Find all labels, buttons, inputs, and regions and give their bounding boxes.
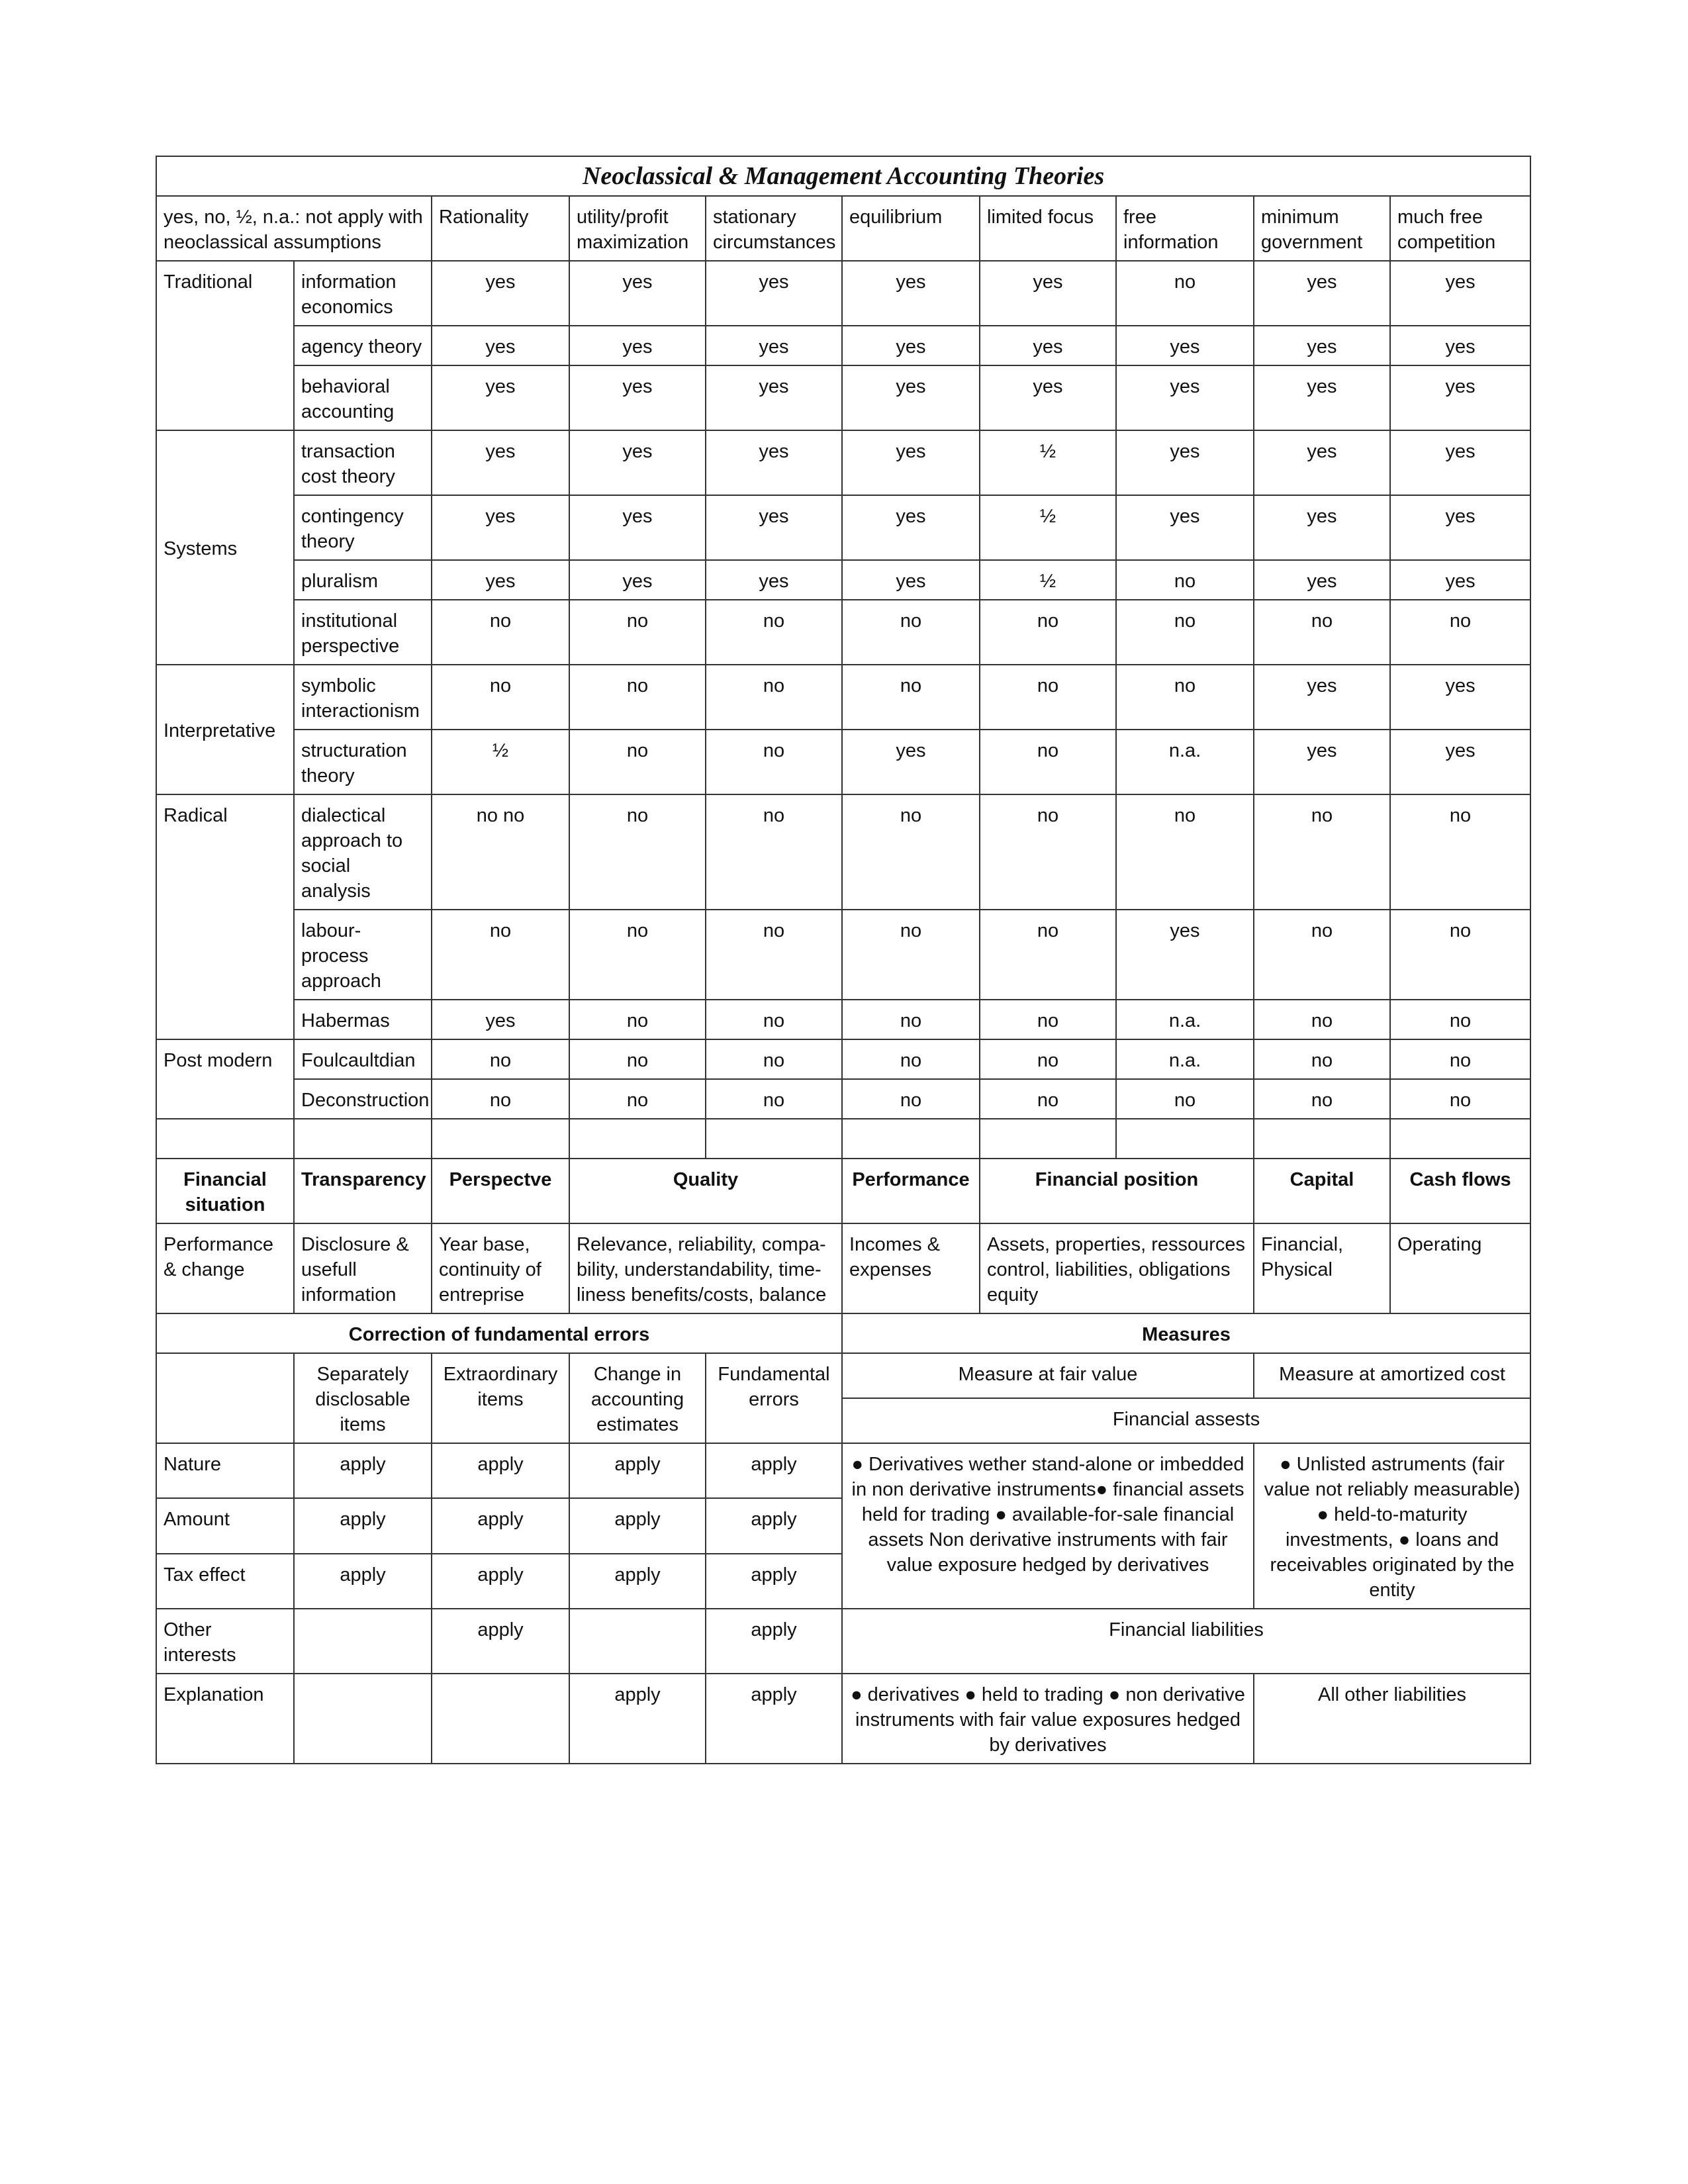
correction-value xyxy=(294,1674,432,1764)
theory-value: yes xyxy=(1254,730,1390,794)
amortized-cost-header: Measure at amortized cost xyxy=(1254,1353,1530,1398)
theory-value: yes xyxy=(569,560,706,600)
fair-value-liabilities: ● derivatives ● held to trading ● non derivative instruments with fair value exposures hedged by derivatives xyxy=(842,1674,1254,1764)
theory-value: yes xyxy=(842,730,980,794)
theory-value: yes xyxy=(432,326,569,365)
fair-value-header: Measure at fair value xyxy=(842,1353,1254,1398)
theory-value: n.a. xyxy=(1116,1039,1254,1079)
correction-column: Change in accounting estimates xyxy=(569,1353,706,1443)
correction-value: apply xyxy=(569,1674,706,1764)
correction-value: apply xyxy=(706,1609,842,1674)
theory-row xyxy=(156,326,1530,365)
theory-value: yes xyxy=(1116,495,1254,560)
theory-value: yes xyxy=(432,365,569,430)
correction-value: apply xyxy=(432,1554,569,1609)
theory-value: no xyxy=(1254,1039,1390,1079)
theory-value: no xyxy=(706,1000,842,1039)
theory-value: yes xyxy=(1390,495,1530,560)
financial-assets-header: Financial assests xyxy=(842,1398,1530,1443)
section-title-row xyxy=(156,1313,1530,1353)
theory-value: yes xyxy=(980,261,1116,326)
theory-row xyxy=(156,560,1530,600)
theory-value: no xyxy=(980,730,1116,794)
theory-value: yes xyxy=(706,326,842,365)
theory-value: yes xyxy=(432,495,569,560)
financial-header: Performance xyxy=(842,1159,980,1223)
theory-row xyxy=(156,1079,1530,1119)
theory-value: no xyxy=(1254,910,1390,1000)
theory-name: structuration theory xyxy=(294,730,432,794)
theory-value: yes xyxy=(842,365,980,430)
correction-label: Explanation xyxy=(156,1674,294,1764)
theory-row xyxy=(156,495,1530,560)
theory-value: yes xyxy=(706,495,842,560)
theory-value: no xyxy=(1390,1039,1530,1079)
financial-value-row xyxy=(156,1223,1530,1313)
fair-value-assets: ● Derivatives wether stand-alone or imbedded in non derivative instruments● financial assets held for trading ● available-for-sale financial assets Non derivative instruments with fair value exposure hedged by derivatives xyxy=(842,1443,1254,1609)
theory-value: no xyxy=(706,665,842,730)
theory-value: yes xyxy=(1390,730,1530,794)
theory-value: yes xyxy=(569,326,706,365)
theory-row xyxy=(156,1039,1530,1079)
theory-value: ½ xyxy=(980,430,1116,495)
corrections-columns-row xyxy=(156,1353,1530,1398)
empty-cell xyxy=(1116,1119,1254,1159)
correction-value: apply xyxy=(294,1443,432,1498)
theory-name: Foulcaultdian xyxy=(294,1039,432,1079)
theory-value: n.a. xyxy=(1116,1000,1254,1039)
empty-cell xyxy=(432,1119,569,1159)
theory-value: no xyxy=(1390,794,1530,910)
theory-value: no xyxy=(1390,600,1530,665)
theory-row xyxy=(156,365,1530,430)
theory-name: pluralism xyxy=(294,560,432,600)
theory-value: no xyxy=(706,1039,842,1079)
financial-value: Year base, continuity of entreprise xyxy=(432,1223,569,1313)
theory-value: no xyxy=(569,794,706,910)
theory-value: yes xyxy=(980,365,1116,430)
amortized-assets: ● Unlisted astruments (fair value not reliably measurable) ● held-to-maturity investments, ● loans and receivables originated by the entity xyxy=(1254,1443,1530,1609)
theory-value: yes xyxy=(569,261,706,326)
correction-value xyxy=(432,1674,569,1764)
group-name: Post modern xyxy=(156,1039,294,1119)
theory-value: yes xyxy=(569,365,706,430)
theory-value: no xyxy=(1254,794,1390,910)
theory-value: no xyxy=(432,665,569,730)
theory-name: transaction cost theory xyxy=(294,430,432,495)
table-title: Neoclassical & Management Accounting Theories xyxy=(156,156,1530,196)
theory-value: no xyxy=(980,665,1116,730)
theory-value: yes xyxy=(706,430,842,495)
empty-cell xyxy=(569,1119,706,1159)
correction-column: Extraordinary items xyxy=(432,1353,569,1443)
theory-value: no xyxy=(1116,1079,1254,1119)
theory-value: no xyxy=(842,665,980,730)
correction-label: Other interests xyxy=(156,1609,294,1674)
theory-value: no xyxy=(432,600,569,665)
theory-value: no xyxy=(569,1000,706,1039)
correction-value: apply xyxy=(294,1554,432,1609)
theory-value: no xyxy=(569,730,706,794)
theory-value: yes xyxy=(842,261,980,326)
theory-value: yes xyxy=(842,430,980,495)
correction-label: Amount xyxy=(156,1498,294,1553)
theory-row xyxy=(156,910,1530,1000)
correction-value: apply xyxy=(706,1443,842,1498)
theory-value: yes xyxy=(1254,560,1390,600)
theory-value: no xyxy=(1254,600,1390,665)
theory-value: yes xyxy=(569,430,706,495)
financial-header: Transparency xyxy=(294,1159,432,1223)
amortized-liabilities: All other liabilities xyxy=(1254,1674,1530,1764)
theory-name: dialectical approach to social analysis xyxy=(294,794,432,910)
theory-value: yes xyxy=(1254,430,1390,495)
financial-value: Disclosure & usefull information xyxy=(294,1223,432,1313)
correction-label: Nature xyxy=(156,1443,294,1498)
correction-value xyxy=(294,1609,432,1674)
theory-value: yes xyxy=(1390,430,1530,495)
theory-value: yes xyxy=(1254,365,1390,430)
correction-value: apply xyxy=(706,1554,842,1609)
theory-row xyxy=(156,1000,1530,1039)
financial-value: Assets, properties, ressources control, liabilities, obligations equity xyxy=(980,1223,1254,1313)
financial-value: Performance & change xyxy=(156,1223,294,1313)
theory-value: yes xyxy=(706,365,842,430)
theory-value: no xyxy=(980,1079,1116,1119)
correction-value: apply xyxy=(432,1443,569,1498)
theory-name: agency theory xyxy=(294,326,432,365)
theory-value: no xyxy=(706,910,842,1000)
theory-value: no xyxy=(980,1039,1116,1079)
theory-row xyxy=(156,430,1530,495)
theory-value: yes xyxy=(1116,910,1254,1000)
theory-row xyxy=(156,665,1530,730)
theory-value: yes xyxy=(1116,365,1254,430)
theory-value: yes xyxy=(1254,495,1390,560)
theory-value: no xyxy=(842,1039,980,1079)
theory-value: yes xyxy=(1116,326,1254,365)
theory-name: labour-process approach xyxy=(294,910,432,1000)
theory-value: ½ xyxy=(432,730,569,794)
theory-name: institutional perspective xyxy=(294,600,432,665)
theory-value: no xyxy=(1254,1079,1390,1119)
theory-name: Deconstruction xyxy=(294,1079,432,1119)
assumption-header: free information xyxy=(1116,196,1254,261)
correction-value: apply xyxy=(432,1609,569,1674)
theory-value: yes xyxy=(842,560,980,600)
correction-column: Fundamental errors xyxy=(706,1353,842,1443)
legend-cell: yes, no, ½, n.a.: not apply with neoclassical assumptions xyxy=(156,196,432,261)
financial-header: Financial position xyxy=(980,1159,1254,1223)
group-name: Radical xyxy=(156,794,294,1039)
theory-value: yes xyxy=(432,430,569,495)
assumption-header: much free competition xyxy=(1390,196,1530,261)
empty-cell xyxy=(156,1353,294,1443)
theory-value: no xyxy=(980,1000,1116,1039)
theory-row xyxy=(156,261,1530,326)
theory-value: yes xyxy=(706,560,842,600)
assumption-header: equilibrium xyxy=(842,196,980,261)
theory-row xyxy=(156,730,1530,794)
theory-value: yes xyxy=(432,261,569,326)
theory-value: n.a. xyxy=(1116,730,1254,794)
theory-value: no xyxy=(842,794,980,910)
financial-value: Financial, Physical xyxy=(1254,1223,1390,1313)
correction-value: apply xyxy=(569,1554,706,1609)
correction-label: Tax effect xyxy=(156,1554,294,1609)
theory-value: no no xyxy=(432,794,569,910)
financial-value: Incomes & expenses xyxy=(842,1223,980,1313)
theory-value: yes xyxy=(1254,326,1390,365)
correction-row xyxy=(156,1609,1530,1674)
theory-name: information economics xyxy=(294,261,432,326)
theory-value: yes xyxy=(1390,261,1530,326)
correction-value: apply xyxy=(569,1443,706,1498)
separator-row xyxy=(156,1119,1530,1159)
theory-name: contingency theory xyxy=(294,495,432,560)
corrections-title: Correction of fundamental errors xyxy=(156,1313,842,1353)
accounting-theories-table xyxy=(156,156,1531,1764)
empty-cell xyxy=(1254,1119,1390,1159)
correction-row xyxy=(156,1443,1530,1498)
theory-value: no xyxy=(569,600,706,665)
theory-value: no xyxy=(432,1039,569,1079)
assumption-header: stationary circumstances xyxy=(706,196,842,261)
theory-value: no xyxy=(1390,1000,1530,1039)
financial-header: Perspectve xyxy=(432,1159,569,1223)
theory-value: no xyxy=(1254,1000,1390,1039)
theory-value: yes xyxy=(842,326,980,365)
correction-column: Separately disclosable items xyxy=(294,1353,432,1443)
theory-row xyxy=(156,600,1530,665)
theory-value: yes xyxy=(1254,261,1390,326)
theory-value: no xyxy=(842,1079,980,1119)
theory-value: yes xyxy=(1116,430,1254,495)
theory-value: no xyxy=(1116,261,1254,326)
theory-value: no xyxy=(569,1039,706,1079)
assumptions-header-row xyxy=(156,196,1530,261)
financial-header: Cash flows xyxy=(1390,1159,1530,1223)
theory-value: no xyxy=(432,910,569,1000)
financial-header-row xyxy=(156,1159,1530,1223)
empty-cell xyxy=(1390,1119,1530,1159)
theory-value: no xyxy=(1390,1079,1530,1119)
assumption-header: utility/profit maximization xyxy=(569,196,706,261)
theory-value: no xyxy=(569,910,706,1000)
measures-title: Measures xyxy=(842,1313,1530,1353)
theory-value: no xyxy=(706,600,842,665)
theory-value: yes xyxy=(842,495,980,560)
group-name: Traditional xyxy=(156,261,294,430)
group-name: Interpretative xyxy=(156,665,294,794)
theory-value: no xyxy=(706,1079,842,1119)
theory-value: no xyxy=(706,730,842,794)
title-row xyxy=(156,156,1530,196)
theory-value: no xyxy=(569,665,706,730)
correction-value: apply xyxy=(569,1498,706,1553)
theory-value: no xyxy=(842,600,980,665)
theory-value: yes xyxy=(980,326,1116,365)
theory-value: yes xyxy=(432,560,569,600)
empty-cell xyxy=(156,1119,294,1159)
theory-value: no xyxy=(432,1079,569,1119)
empty-cell xyxy=(980,1119,1116,1159)
correction-row xyxy=(156,1674,1530,1764)
correction-value: apply xyxy=(706,1498,842,1553)
financial-header: Capital xyxy=(1254,1159,1390,1223)
theory-value: no xyxy=(706,794,842,910)
theory-name: Habermas xyxy=(294,1000,432,1039)
theory-value: no xyxy=(1116,600,1254,665)
group-name: Systems xyxy=(156,430,294,665)
financial-liabilities-header: Financial liabilities xyxy=(842,1609,1530,1674)
theory-value: no xyxy=(980,794,1116,910)
theory-value: no xyxy=(1116,665,1254,730)
theory-value: no xyxy=(1116,794,1254,910)
financial-value: Relevance, reliability, compa-bility, understandability, time-liness benefits/costs, balance xyxy=(569,1223,842,1313)
correction-value xyxy=(569,1609,706,1674)
theory-value: yes xyxy=(1390,560,1530,600)
theory-value: no xyxy=(980,910,1116,1000)
theory-value: ½ xyxy=(980,495,1116,560)
theory-name: behavioral accounting xyxy=(294,365,432,430)
theory-value: no xyxy=(1116,560,1254,600)
theory-value: no xyxy=(569,1079,706,1119)
assumption-header: limited focus xyxy=(980,196,1116,261)
theory-value: yes xyxy=(1390,365,1530,430)
theory-value: ½ xyxy=(980,560,1116,600)
empty-cell xyxy=(294,1119,432,1159)
correction-value: apply xyxy=(706,1674,842,1764)
theory-row xyxy=(156,794,1530,910)
financial-header: Financial situation xyxy=(156,1159,294,1223)
empty-cell xyxy=(706,1119,842,1159)
theory-name: symbolic interactionism xyxy=(294,665,432,730)
theory-value: yes xyxy=(432,1000,569,1039)
assumption-header: minimum government xyxy=(1254,196,1390,261)
empty-cell xyxy=(842,1119,980,1159)
theory-value: yes xyxy=(569,495,706,560)
correction-value: apply xyxy=(432,1498,569,1553)
theory-value: no xyxy=(1390,910,1530,1000)
financial-value: Operating xyxy=(1390,1223,1530,1313)
theory-value: no xyxy=(842,1000,980,1039)
financial-header: Quality xyxy=(569,1159,842,1223)
theory-value: yes xyxy=(1390,665,1530,730)
assumption-header: Rationality xyxy=(432,196,569,261)
correction-value: apply xyxy=(294,1498,432,1553)
theory-value: no xyxy=(842,910,980,1000)
theory-value: yes xyxy=(1254,665,1390,730)
table-body xyxy=(156,156,1530,1764)
theory-value: yes xyxy=(706,261,842,326)
theory-value: no xyxy=(980,600,1116,665)
theory-value: yes xyxy=(1390,326,1530,365)
